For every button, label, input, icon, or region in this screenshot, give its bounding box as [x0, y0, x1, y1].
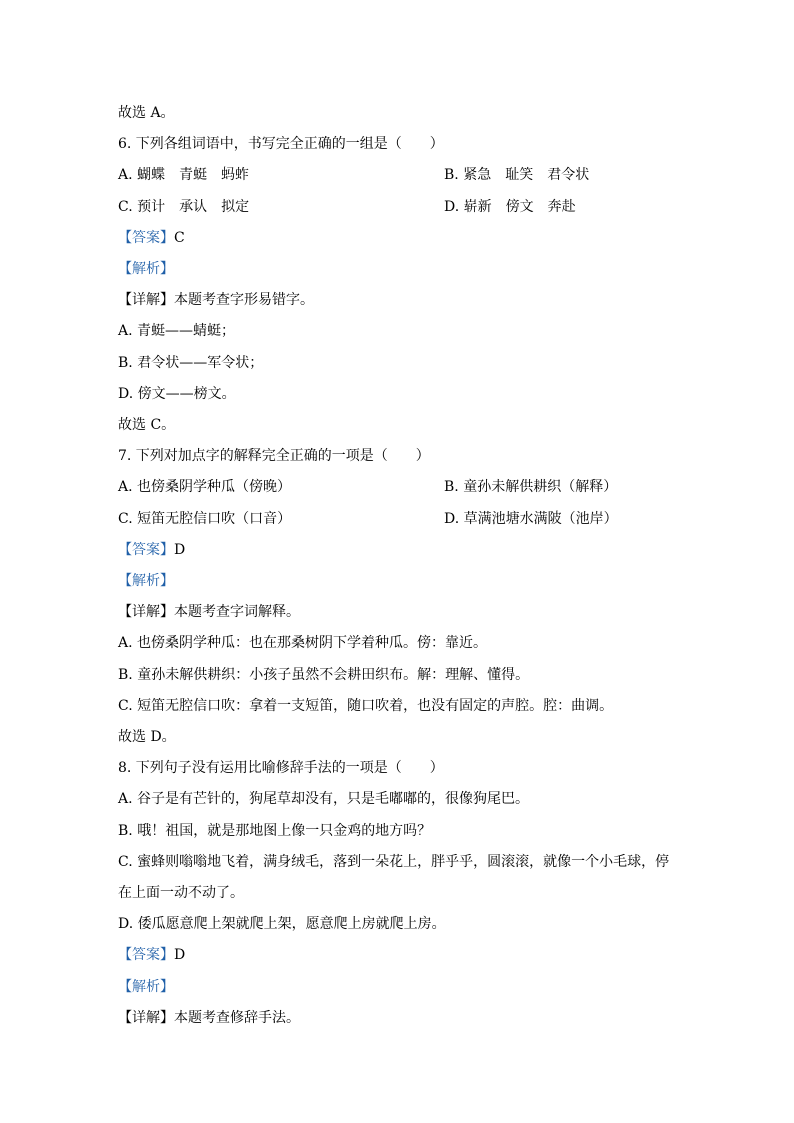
q6-option-d: D. 崭新 傍文 奔赴 — [444, 199, 576, 215]
detail-tag: 【详解】 — [118, 604, 174, 620]
detail-tag: 【详解】 — [118, 1010, 174, 1026]
q7-explain-1: A. 也傍桑阴学种瓜：也在那桑树阴下学着种瓜。傍：靠近。 — [118, 635, 488, 651]
q6-explain-3: D. 傍文——榜文。 — [118, 386, 236, 402]
answer-tag: 【答案】 — [118, 542, 174, 558]
q6-analysis-tag: 【解析】 — [118, 261, 174, 277]
q6-option-b: B. 紧急 耻笑 君令状 — [444, 167, 590, 183]
q7-detail — [118, 603, 300, 621]
q8-answer — [118, 946, 185, 964]
q8-option-a: A. 谷子是有芒针的，狗尾草却没有，只是毛嘟嘟的，很像狗尾巴。 — [118, 791, 530, 807]
q7-explain-2: B. 童孙未解供耕织：小孩子虽然不会耕田织布。解：理解、懂得。 — [118, 667, 530, 683]
q6-detail — [118, 291, 314, 309]
question-7-stem: 7. 下列对加点字的解释完全正确的一项是（ ） — [118, 448, 430, 464]
answer-value: D — [174, 542, 186, 558]
q7-analysis-tag: 【解析】 — [118, 573, 174, 589]
q7-option-b: B. 童孙未解供耕织（解释） — [444, 479, 618, 495]
q7-option-a: A. 也傍桑阴学种瓜（傍晚） — [118, 479, 292, 495]
q6-explain-1: A. 青蜓——蜻蜓； — [118, 323, 236, 339]
q7-option-c: C. 短笛无腔信口吹（口音） — [118, 511, 292, 527]
question-8-stem: 8. 下列句子没有运用比喻修辞手法的一项是（ ） — [118, 760, 444, 776]
q6-answer — [118, 229, 185, 247]
q7-answer — [118, 541, 185, 559]
q6-option-a: A. 蝴蝶 青蜓 蚂蚱 — [118, 167, 250, 183]
answer-tag: 【答案】 — [118, 230, 174, 246]
answer-value: D — [174, 947, 186, 963]
q7-selection: 故选 D。 — [118, 729, 176, 745]
q6-option-c: C. 预计 承认 拟定 — [118, 199, 250, 215]
detail-text: 本题考查修辞手法。 — [174, 1010, 300, 1026]
q8-option-c-line2: 在上面一动不动了。 — [118, 885, 244, 901]
detail-text: 本题考查字形易错字。 — [174, 292, 314, 308]
q7-explain-3: C. 短笛无腔信口吹：拿着一支短笛，随口吹着，也没有固定的声腔。腔：曲调。 — [118, 698, 614, 714]
answer-value: C — [174, 230, 185, 246]
q6-selection: 故选 C。 — [118, 417, 176, 433]
q8-detail — [118, 1009, 300, 1027]
question-6-stem: 6. 下列各组词语中，书写完全正确的一组是（ ） — [118, 136, 444, 152]
detail-tag: 【详解】 — [118, 292, 174, 308]
q8-option-d: D. 倭瓜愿意爬上架就爬上架，愿意爬上房就爬上房。 — [118, 916, 446, 932]
q8-analysis-tag: 【解析】 — [118, 979, 174, 995]
selection-line: 故选 A。 — [118, 105, 175, 121]
q7-option-d: D. 草满池塘水满陂（池岸） — [444, 511, 618, 527]
q8-option-b: B. 哦！祖国，就是那地图上像一只金鸡的地方吗？ — [118, 823, 432, 839]
q8-option-c-line1: C. 蜜蜂则嗡嗡地飞着，满身绒毛，落到一朵花上，胖乎乎，圆滚滚，就像一个小毛球，停 — [118, 854, 670, 870]
detail-text: 本题考查字词解释。 — [174, 604, 300, 620]
answer-tag: 【答案】 — [118, 947, 174, 963]
q6-explain-2: B. 君令状——军令状； — [118, 355, 264, 371]
